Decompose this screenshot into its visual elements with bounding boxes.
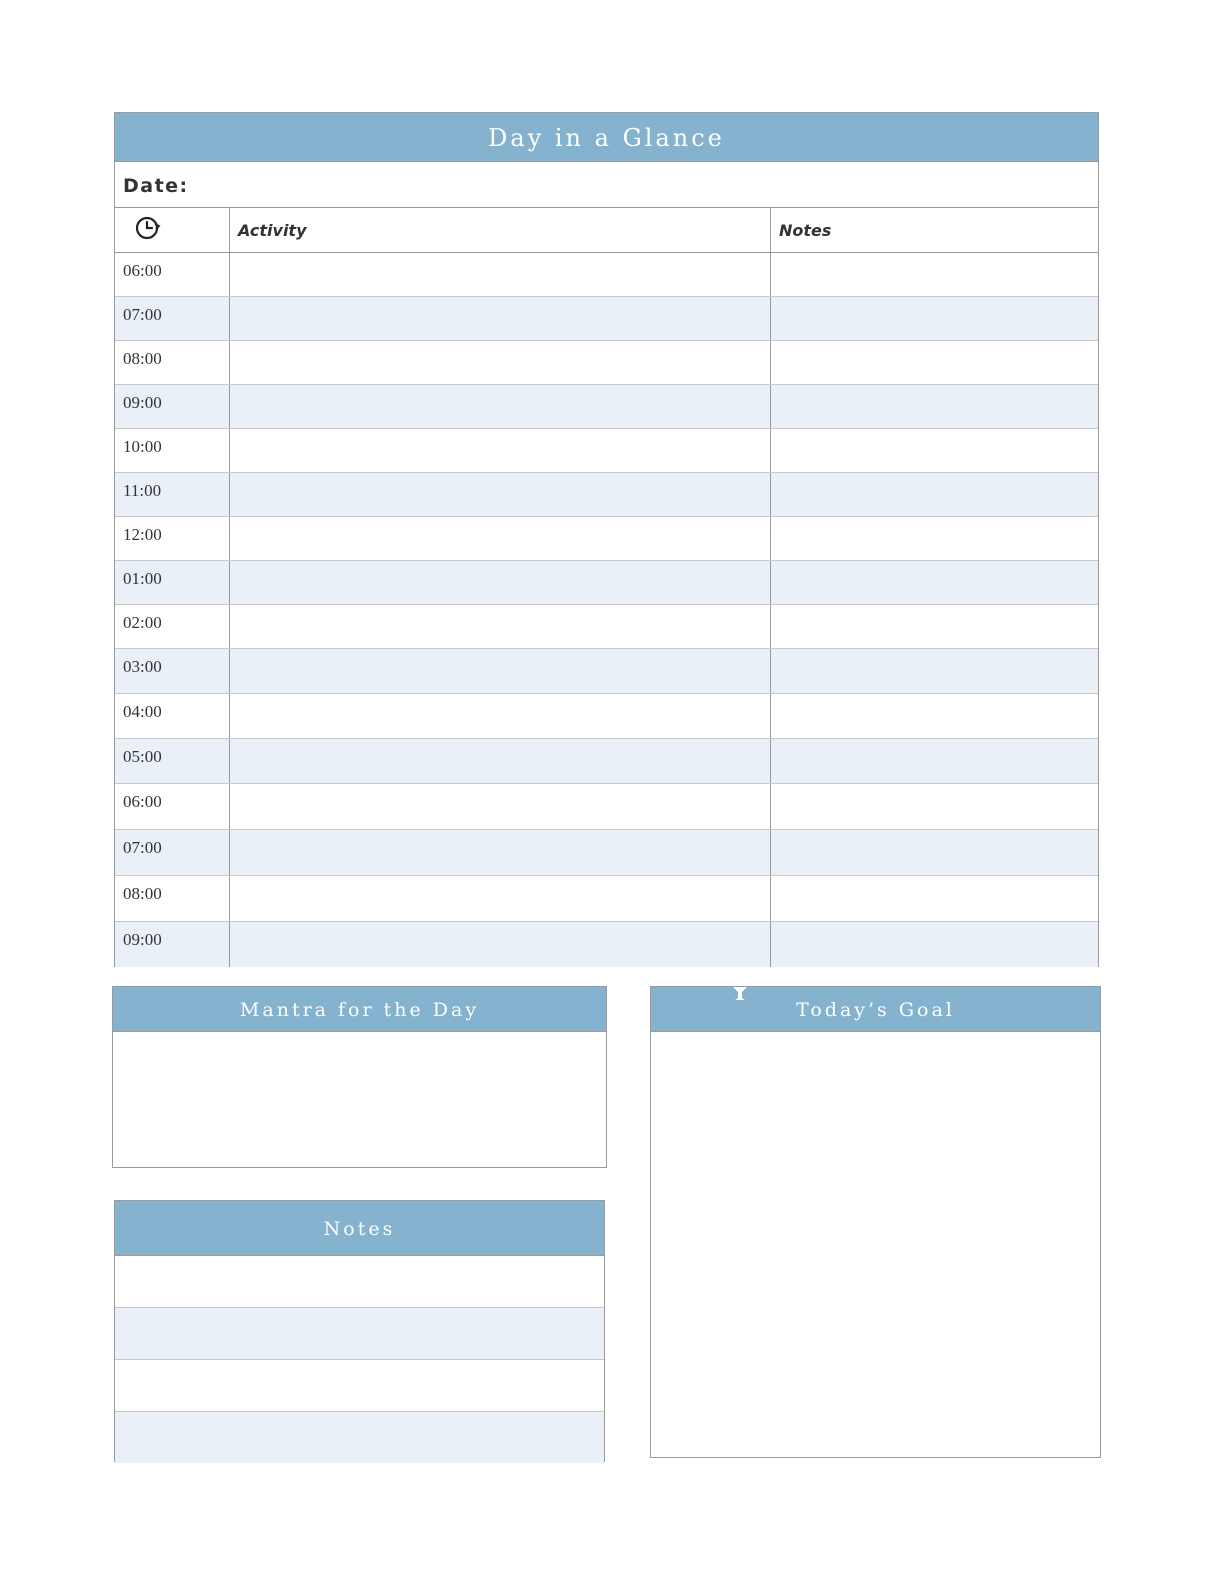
day-schedule-panel [114, 112, 1099, 967]
activity-cell[interactable] [230, 694, 771, 738]
notes-panel [114, 1200, 605, 1462]
table-row [115, 739, 1098, 784]
time-label: 11:00 [115, 473, 230, 516]
activity-cell[interactable] [230, 922, 771, 967]
notes-cell[interactable] [771, 922, 1098, 967]
activity-cell[interactable] [230, 473, 771, 516]
notes-cell[interactable] [771, 517, 1098, 560]
notes-cell[interactable] [771, 649, 1098, 693]
activity-cell[interactable] [230, 517, 771, 560]
note-lines [115, 1256, 604, 1463]
notes-cell[interactable] [771, 341, 1098, 384]
date-field[interactable] [115, 162, 1098, 208]
table-row [115, 649, 1098, 694]
note-line[interactable] [115, 1308, 604, 1360]
notes-cell[interactable] [771, 694, 1098, 738]
notes-title: Notes [115, 1201, 604, 1256]
notes-cell[interactable] [771, 297, 1098, 340]
table-row [115, 517, 1098, 561]
notes-cell[interactable] [771, 473, 1098, 516]
time-label: 07:00 [115, 830, 230, 875]
notes-cell[interactable] [771, 605, 1098, 648]
pin-icon [731, 987, 749, 1006]
table-row [115, 830, 1098, 876]
goal-title: Today’s Goal [651, 987, 1100, 1032]
activity-cell[interactable] [230, 253, 771, 296]
activity-cell[interactable] [230, 649, 771, 693]
activity-cell[interactable] [230, 561, 771, 604]
table-row [115, 253, 1098, 297]
clock-icon [135, 215, 161, 246]
activity-cell[interactable] [230, 830, 771, 875]
activity-column-header: Activity [230, 208, 771, 252]
time-label: 04:00 [115, 694, 230, 738]
time-label: 05:00 [115, 739, 230, 783]
time-slots [115, 253, 1098, 967]
goal-panel [650, 986, 1101, 1458]
table-row [115, 385, 1098, 429]
table-row [115, 297, 1098, 341]
schedule-title: Day in a Glance [115, 113, 1098, 162]
time-label: 08:00 [115, 341, 230, 384]
schedule-header-row [115, 208, 1098, 253]
notes-cell[interactable] [771, 385, 1098, 428]
mantra-writing-area[interactable] [113, 1032, 606, 1167]
table-row [115, 922, 1098, 967]
activity-cell[interactable] [230, 429, 771, 472]
activity-cell[interactable] [230, 385, 771, 428]
table-row [115, 429, 1098, 473]
goal-writing-area[interactable] [651, 1032, 1100, 1457]
date-label: Date: [123, 175, 189, 197]
time-label: 07:00 [115, 297, 230, 340]
note-line[interactable] [115, 1412, 604, 1463]
time-column-header [115, 208, 230, 252]
table-row [115, 473, 1098, 517]
table-row [115, 784, 1098, 830]
time-label: 09:00 [115, 922, 230, 967]
notes-cell[interactable] [771, 561, 1098, 604]
notes-cell[interactable] [771, 830, 1098, 875]
activity-cell[interactable] [230, 739, 771, 783]
notes-cell[interactable] [771, 876, 1098, 921]
activity-cell[interactable] [230, 784, 771, 829]
time-label: 06:00 [115, 784, 230, 829]
activity-cell[interactable] [230, 297, 771, 340]
time-label: 09:00 [115, 385, 230, 428]
table-row [115, 605, 1098, 649]
table-row [115, 561, 1098, 605]
time-label: 08:00 [115, 876, 230, 921]
time-label: 12:00 [115, 517, 230, 560]
activity-cell[interactable] [230, 341, 771, 384]
activity-cell[interactable] [230, 605, 771, 648]
note-line[interactable] [115, 1256, 604, 1308]
table-row [115, 876, 1098, 922]
time-label: 06:00 [115, 253, 230, 296]
time-label: 02:00 [115, 605, 230, 648]
notes-cell[interactable] [771, 784, 1098, 829]
notes-cell[interactable] [771, 739, 1098, 783]
notes-cell[interactable] [771, 253, 1098, 296]
table-row [115, 341, 1098, 385]
time-label: 01:00 [115, 561, 230, 604]
activity-cell[interactable] [230, 876, 771, 921]
note-line[interactable] [115, 1360, 604, 1412]
time-label: 10:00 [115, 429, 230, 472]
notes-column-header: Notes [779, 221, 832, 240]
time-label: 03:00 [115, 649, 230, 693]
table-row [115, 694, 1098, 739]
notes-cell[interactable] [771, 429, 1098, 472]
mantra-panel [112, 986, 607, 1168]
mantra-title: Mantra for the Day [113, 987, 606, 1032]
